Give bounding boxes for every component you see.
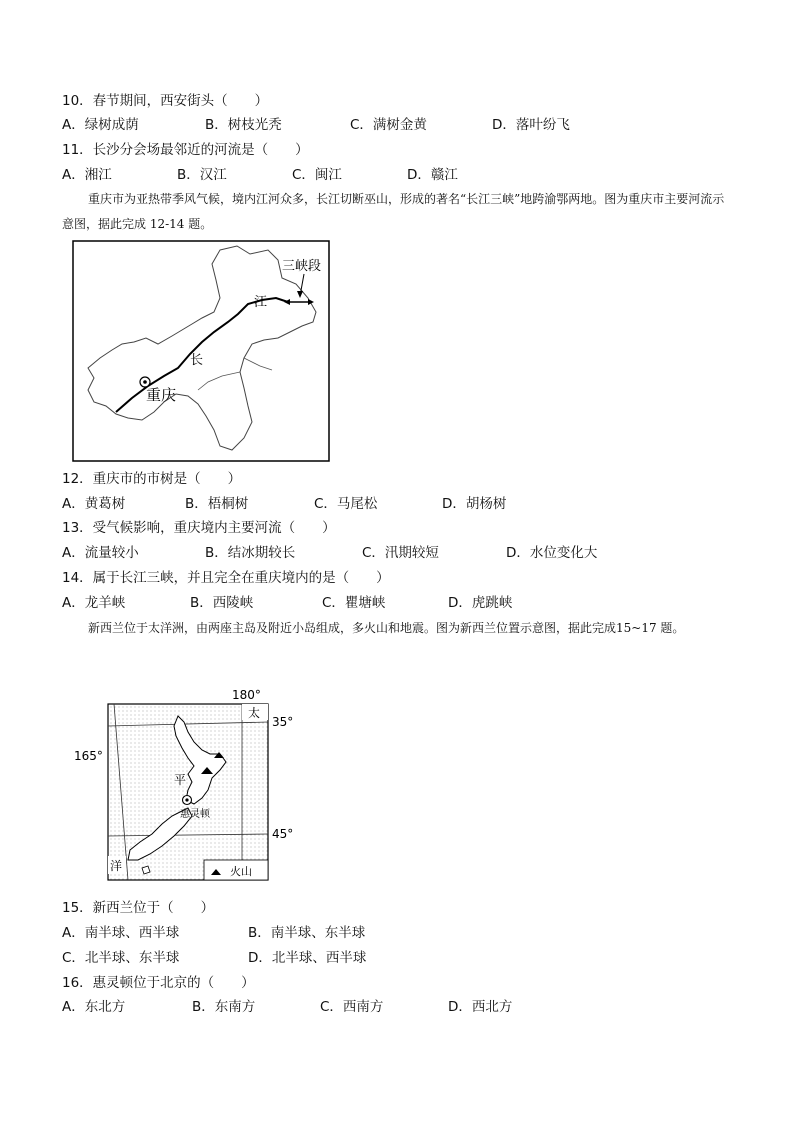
q14-option-c: C．瞿塘峡 bbox=[322, 595, 386, 611]
wellington-marker-inner bbox=[185, 798, 188, 801]
label-tai: 太 bbox=[248, 706, 261, 720]
label-ping: 平 bbox=[174, 773, 187, 787]
q14-option-a: A．龙羊峡 bbox=[62, 595, 126, 611]
label-lat-35: 35° bbox=[272, 715, 294, 729]
q11-option-d: D．赣江 bbox=[407, 167, 458, 183]
q16-option-b: B．东南方 bbox=[192, 999, 256, 1015]
q10-stem: 10．春节期间，西安街头（ ） bbox=[62, 93, 269, 109]
intro-chongqing: 重庆市为亚热带季风气候，境内江河众多，长江切断巫山，形成的著名“长江三峡”地跨渝鄂两地。图为重庆市主要河流示意图，据此完成 12-14 题。 bbox=[62, 192, 725, 231]
q15-stem: 15．新西兰位于（ ） bbox=[62, 900, 215, 916]
chongqing-river-map bbox=[72, 240, 330, 462]
label-chang: 长 bbox=[190, 353, 204, 368]
chongqing-city-marker-inner bbox=[143, 380, 147, 384]
q13-option-a: A．流量较小 bbox=[62, 545, 139, 561]
q15-option-d: D．北半球、西半球 bbox=[248, 950, 367, 966]
q10-option-d: D．落叶纷飞 bbox=[492, 117, 570, 133]
label-chongqing: 重庆 bbox=[146, 386, 177, 404]
q13-stem: 13．受气候影响，重庆境内主要河流（ ） bbox=[62, 520, 336, 536]
q15-option-b: B．南半球、东半球 bbox=[248, 925, 366, 941]
q12-stem: 12．重庆市的市树是（ ） bbox=[62, 471, 242, 487]
q10-option-a: A．绿树成荫 bbox=[62, 117, 139, 133]
q16-stem: 16．惠灵顿位于北京的（ ） bbox=[62, 975, 255, 991]
q11-stem: 11．长沙分会场最邻近的河流是（ ） bbox=[62, 142, 309, 158]
legend-label: 火山 bbox=[230, 865, 252, 878]
q11-option-a: A．湘江 bbox=[62, 167, 112, 183]
q15-option-c: C．北半球、东半球 bbox=[62, 950, 180, 966]
label-wellington: 惠灵顿 bbox=[180, 809, 210, 820]
q16-option-a: A．东北方 bbox=[62, 999, 126, 1015]
q10-option-b: B．树枝光秃 bbox=[205, 117, 282, 133]
q11-option-c: C．闽江 bbox=[292, 167, 342, 183]
label-gorges: 三峡段 bbox=[282, 259, 322, 274]
q12-option-b: B．梧桐树 bbox=[185, 496, 249, 512]
q16-option-c: C．西南方 bbox=[320, 999, 384, 1015]
q14-stem: 14．属于长江三峡，并且完全在重庆境内的是（ ） bbox=[62, 570, 390, 586]
q11-option-b: B．汉江 bbox=[177, 167, 227, 183]
stewart-island bbox=[142, 866, 150, 874]
q10-option-c: C．满树金黄 bbox=[350, 117, 427, 133]
q12-option-d: D．胡杨树 bbox=[442, 496, 507, 512]
q13-option-c: C．汛期较短 bbox=[362, 545, 439, 561]
q14-option-b: B．西陵峡 bbox=[190, 595, 254, 611]
q13-option-b: B．结冰期较长 bbox=[205, 545, 296, 561]
q15-option-a: A．南半球、西半球 bbox=[62, 925, 180, 941]
q13-option-d: D．水位变化大 bbox=[506, 545, 598, 561]
label-lon-165: 165° bbox=[74, 749, 103, 763]
intro-nz: 新西兰位于太洋洲，由两座主岛及附近小岛组成，多火山和地震。图为新西兰位置示意图，据此完成15~17 题。 bbox=[88, 621, 685, 635]
q12-option-a: A．黄葛树 bbox=[62, 496, 126, 512]
new-zealand-location-map bbox=[70, 686, 300, 886]
label-lon-180: 180° bbox=[232, 688, 261, 702]
label-lat-45: 45° bbox=[272, 827, 294, 841]
label-yang: 洋 bbox=[110, 859, 123, 873]
q14-option-d: D．虎跳峡 bbox=[448, 595, 513, 611]
label-jiang: 江 bbox=[254, 295, 268, 310]
q12-option-c: C．马尾松 bbox=[314, 496, 378, 512]
q16-option-d: D．西北方 bbox=[448, 999, 513, 1015]
